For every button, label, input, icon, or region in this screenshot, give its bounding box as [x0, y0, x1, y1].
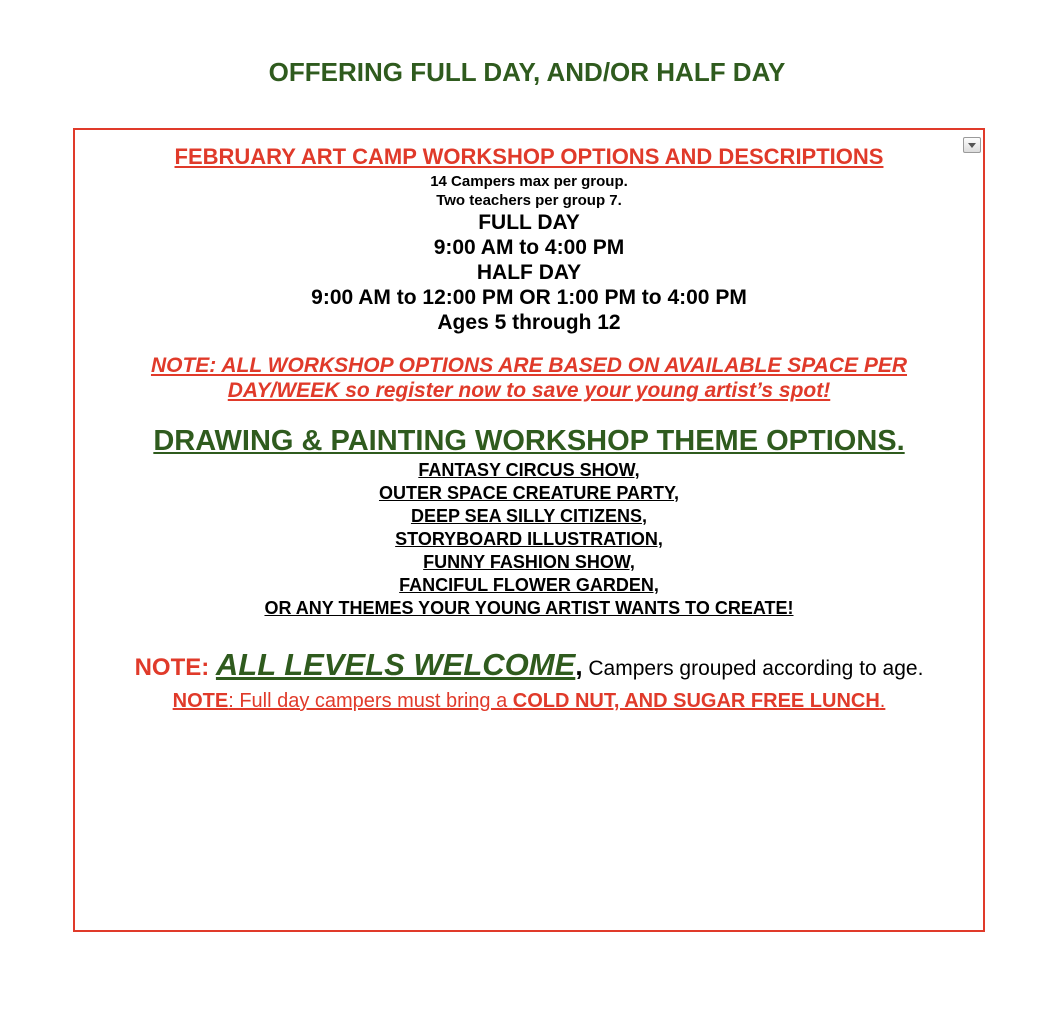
- themes-list: [75, 459, 983, 620]
- lunch-note-label: NOTE: [172, 690, 229, 712]
- levels-note-colon: :: [201, 654, 216, 681]
- theme-item: OR ANY THEMES YOUR YOUNG ARTIST WANTS TO CREATE!: [264, 598, 794, 618]
- theme-item: STORYBOARD ILLUSTRATION,: [395, 529, 663, 549]
- availability-note: [75, 353, 983, 403]
- workshop-title: FEBRUARY ART CAMP WORKSHOP OPTIONS AND DESCRIPTIONS: [174, 144, 884, 169]
- lunch-note: [75, 690, 983, 712]
- workshop-content: [75, 142, 983, 712]
- half-day-hours: 9:00 AM to 12:00 PM OR 1:00 PM to 4:00 PM: [311, 286, 747, 309]
- availability-note-line-1: NOTE: ALL WORKSHOP OPTIONS ARE BASED ON AVAILABLE SPACE PER: [150, 354, 908, 377]
- theme-item: FANCIFUL FLOWER GARDEN,: [399, 575, 659, 595]
- ages-text: Ages 5 through 12: [437, 311, 621, 334]
- theme-item: OUTER SPACE CREATURE PARTY,: [378, 483, 680, 503]
- lunch-note-text: : Full day campers must bring a: [228, 690, 513, 712]
- themes-heading: DRAWING & PAINTING WORKSHOP THEME OPTIONS.: [153, 425, 905, 457]
- max-campers-text: 14 Campers max per group.: [430, 173, 628, 190]
- levels-note-comma: ,: [575, 651, 583, 681]
- levels-note-label: NOTE: [134, 654, 202, 681]
- lunch-note-end: .: [879, 690, 886, 712]
- theme-item: DEEP SEA SILLY CITIZENS,: [410, 506, 648, 526]
- full-day-hours: 9:00 AM to 4:00 PM: [433, 236, 625, 259]
- levels-note-rest: Campers grouped according to age.: [582, 657, 924, 680]
- half-day-label: HALF DAY: [476, 261, 582, 284]
- theme-item: FUNNY FASHION SHOW,: [423, 552, 635, 572]
- full-day-label: FULL DAY: [478, 211, 580, 234]
- availability-note-line-2: DAY/WEEK so register now to save your young artist’s spot!: [227, 379, 831, 402]
- levels-note-emphasis: ALL LEVELS WELCOME: [215, 647, 576, 682]
- workshop-panel: [73, 128, 985, 932]
- teachers-text: Two teachers per group 7.: [436, 192, 622, 209]
- page-heading: OFFERING FULL DAY, AND/OR HALF DAY: [268, 57, 786, 87]
- theme-item: FANTASY CIRCUS SHOW,: [418, 460, 640, 480]
- lunch-note-emphasis: COLD NUT, AND SUGAR FREE LUNCH: [512, 690, 880, 712]
- levels-note: [75, 646, 983, 690]
